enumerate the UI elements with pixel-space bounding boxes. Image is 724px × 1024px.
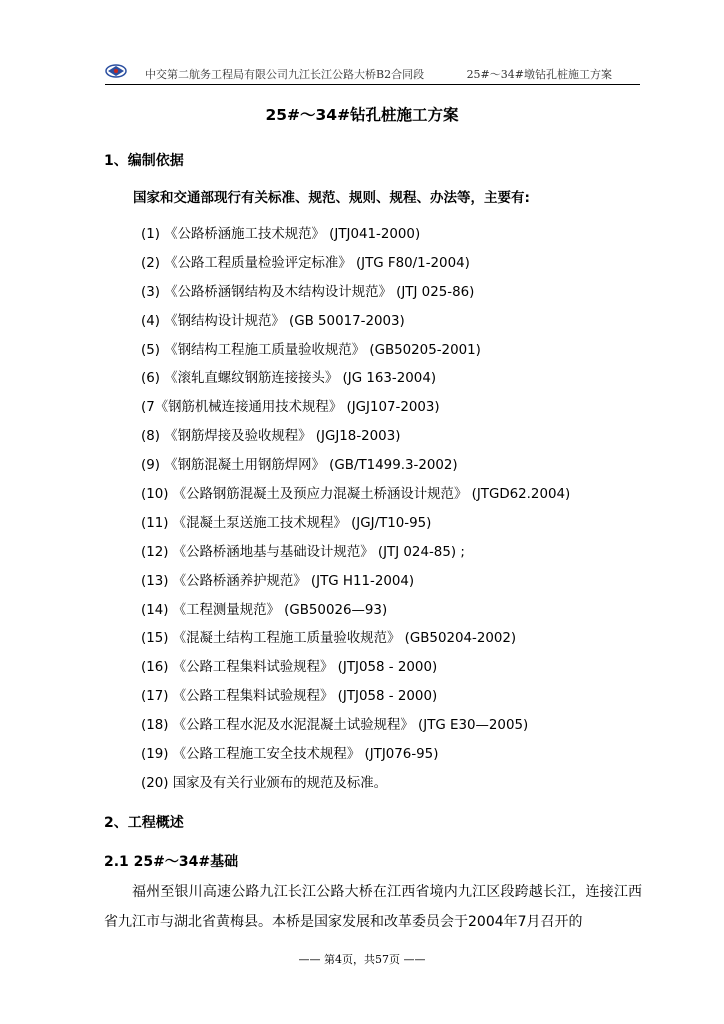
- reference-item: (4) 《钢结构设计规范》 (GB 50017-2003): [141, 313, 405, 329]
- header-document-text: 25#～34#墩钻孔桩施工方案: [466, 68, 612, 81]
- reference-item: (6) 《滚轧直螺纹钢筋连接接头》 (JG 163-2004): [141, 371, 437, 387]
- page-header: [105, 62, 640, 85]
- reference-item: (8) 《钢筋焊接及验收规程》 (JGJ18-2003): [141, 429, 401, 445]
- header-company-text: 中交第二航务工程局有限公司九江长江公路大桥B2合同段: [145, 68, 425, 81]
- reference-item: (10) 《公路钢筋混凝土及预应力混凝土桥涵设计规范》 (JTGD62.2004): [141, 487, 571, 503]
- section-2-1-heading: 2.1 25#～34#基础: [104, 854, 239, 870]
- section-1-intro: 国家和交通部现行有关标准、规范、规则、规程、办法等，主要有:: [133, 190, 530, 206]
- reference-item: (13) 《公路桥涵养护规范》 (JTG H11-2004): [141, 573, 415, 589]
- reference-item: (2) 《公路工程质量检验评定标准》 (JTG F80/1-2004): [141, 255, 470, 271]
- project-overview-paragraph: 福州至银川高速公路九江长江公路大桥在江西省境内九江区段跨越长江，连接江西省九江市与湖北省黄梅县。本桥是国家发展和改革委员会于2004年7月召开的: [104, 884, 642, 930]
- section-1-heading: 1、编制依据: [104, 153, 184, 169]
- reference-item: (15) 《混凝土结构工程施工质量验收规范》 (GB50204-2002): [141, 631, 517, 647]
- reference-item: (17) 《公路工程集料试验规程》 (JTJ058 - 2000): [141, 689, 438, 705]
- reference-item: (11) 《混凝土泵送施工技术规程》 (JGJ/T10-95): [141, 515, 432, 531]
- reference-item: (12) 《公路桥涵地基与基础设计规范》 (JTJ 024-85) ;: [141, 544, 465, 560]
- reference-item: (16) 《公路工程集料试验规程》 (JTJ058 - 2000): [141, 660, 438, 676]
- reference-item: (3) 《公路桥涵钢结构及木结构设计规范》 (JTJ 025-86): [141, 284, 475, 300]
- reference-list: [141, 221, 570, 799]
- reference-item: (20) 国家及有关行业颁布的规范及标准。: [141, 775, 387, 791]
- reference-item: (9) 《钢筋混凝土用钢筋焊网》 (GB/T1499.3-2002): [141, 458, 458, 474]
- reference-item: (5) 《钢结构工程施工质量验收规范》 (GB50205-2001): [141, 342, 481, 358]
- reference-item: (19) 《公路工程施工安全技术规程》 (JTJ076-95): [141, 747, 439, 763]
- page-footer: —— 第4页，共57页 ——: [298, 953, 426, 966]
- section-2-heading: 2、工程概述: [104, 815, 184, 831]
- reference-item: (7《钢筋机械连接通用技术规程》 (JGJ107-2003): [141, 400, 440, 416]
- reference-item: (14) 《工程测量规范》 (GB50026—93): [141, 602, 388, 618]
- company-logo-icon: [105, 63, 127, 79]
- document-title: 25#～34#钻孔桩施工方案: [265, 106, 459, 124]
- reference-item: (1) 《公路桥涵施工技术规范》 (JTJ041-2000): [141, 227, 421, 242]
- reference-item: (18) 《公路工程水泥及水泥混凝土试验规程》 (JTG E30—2005): [141, 718, 529, 734]
